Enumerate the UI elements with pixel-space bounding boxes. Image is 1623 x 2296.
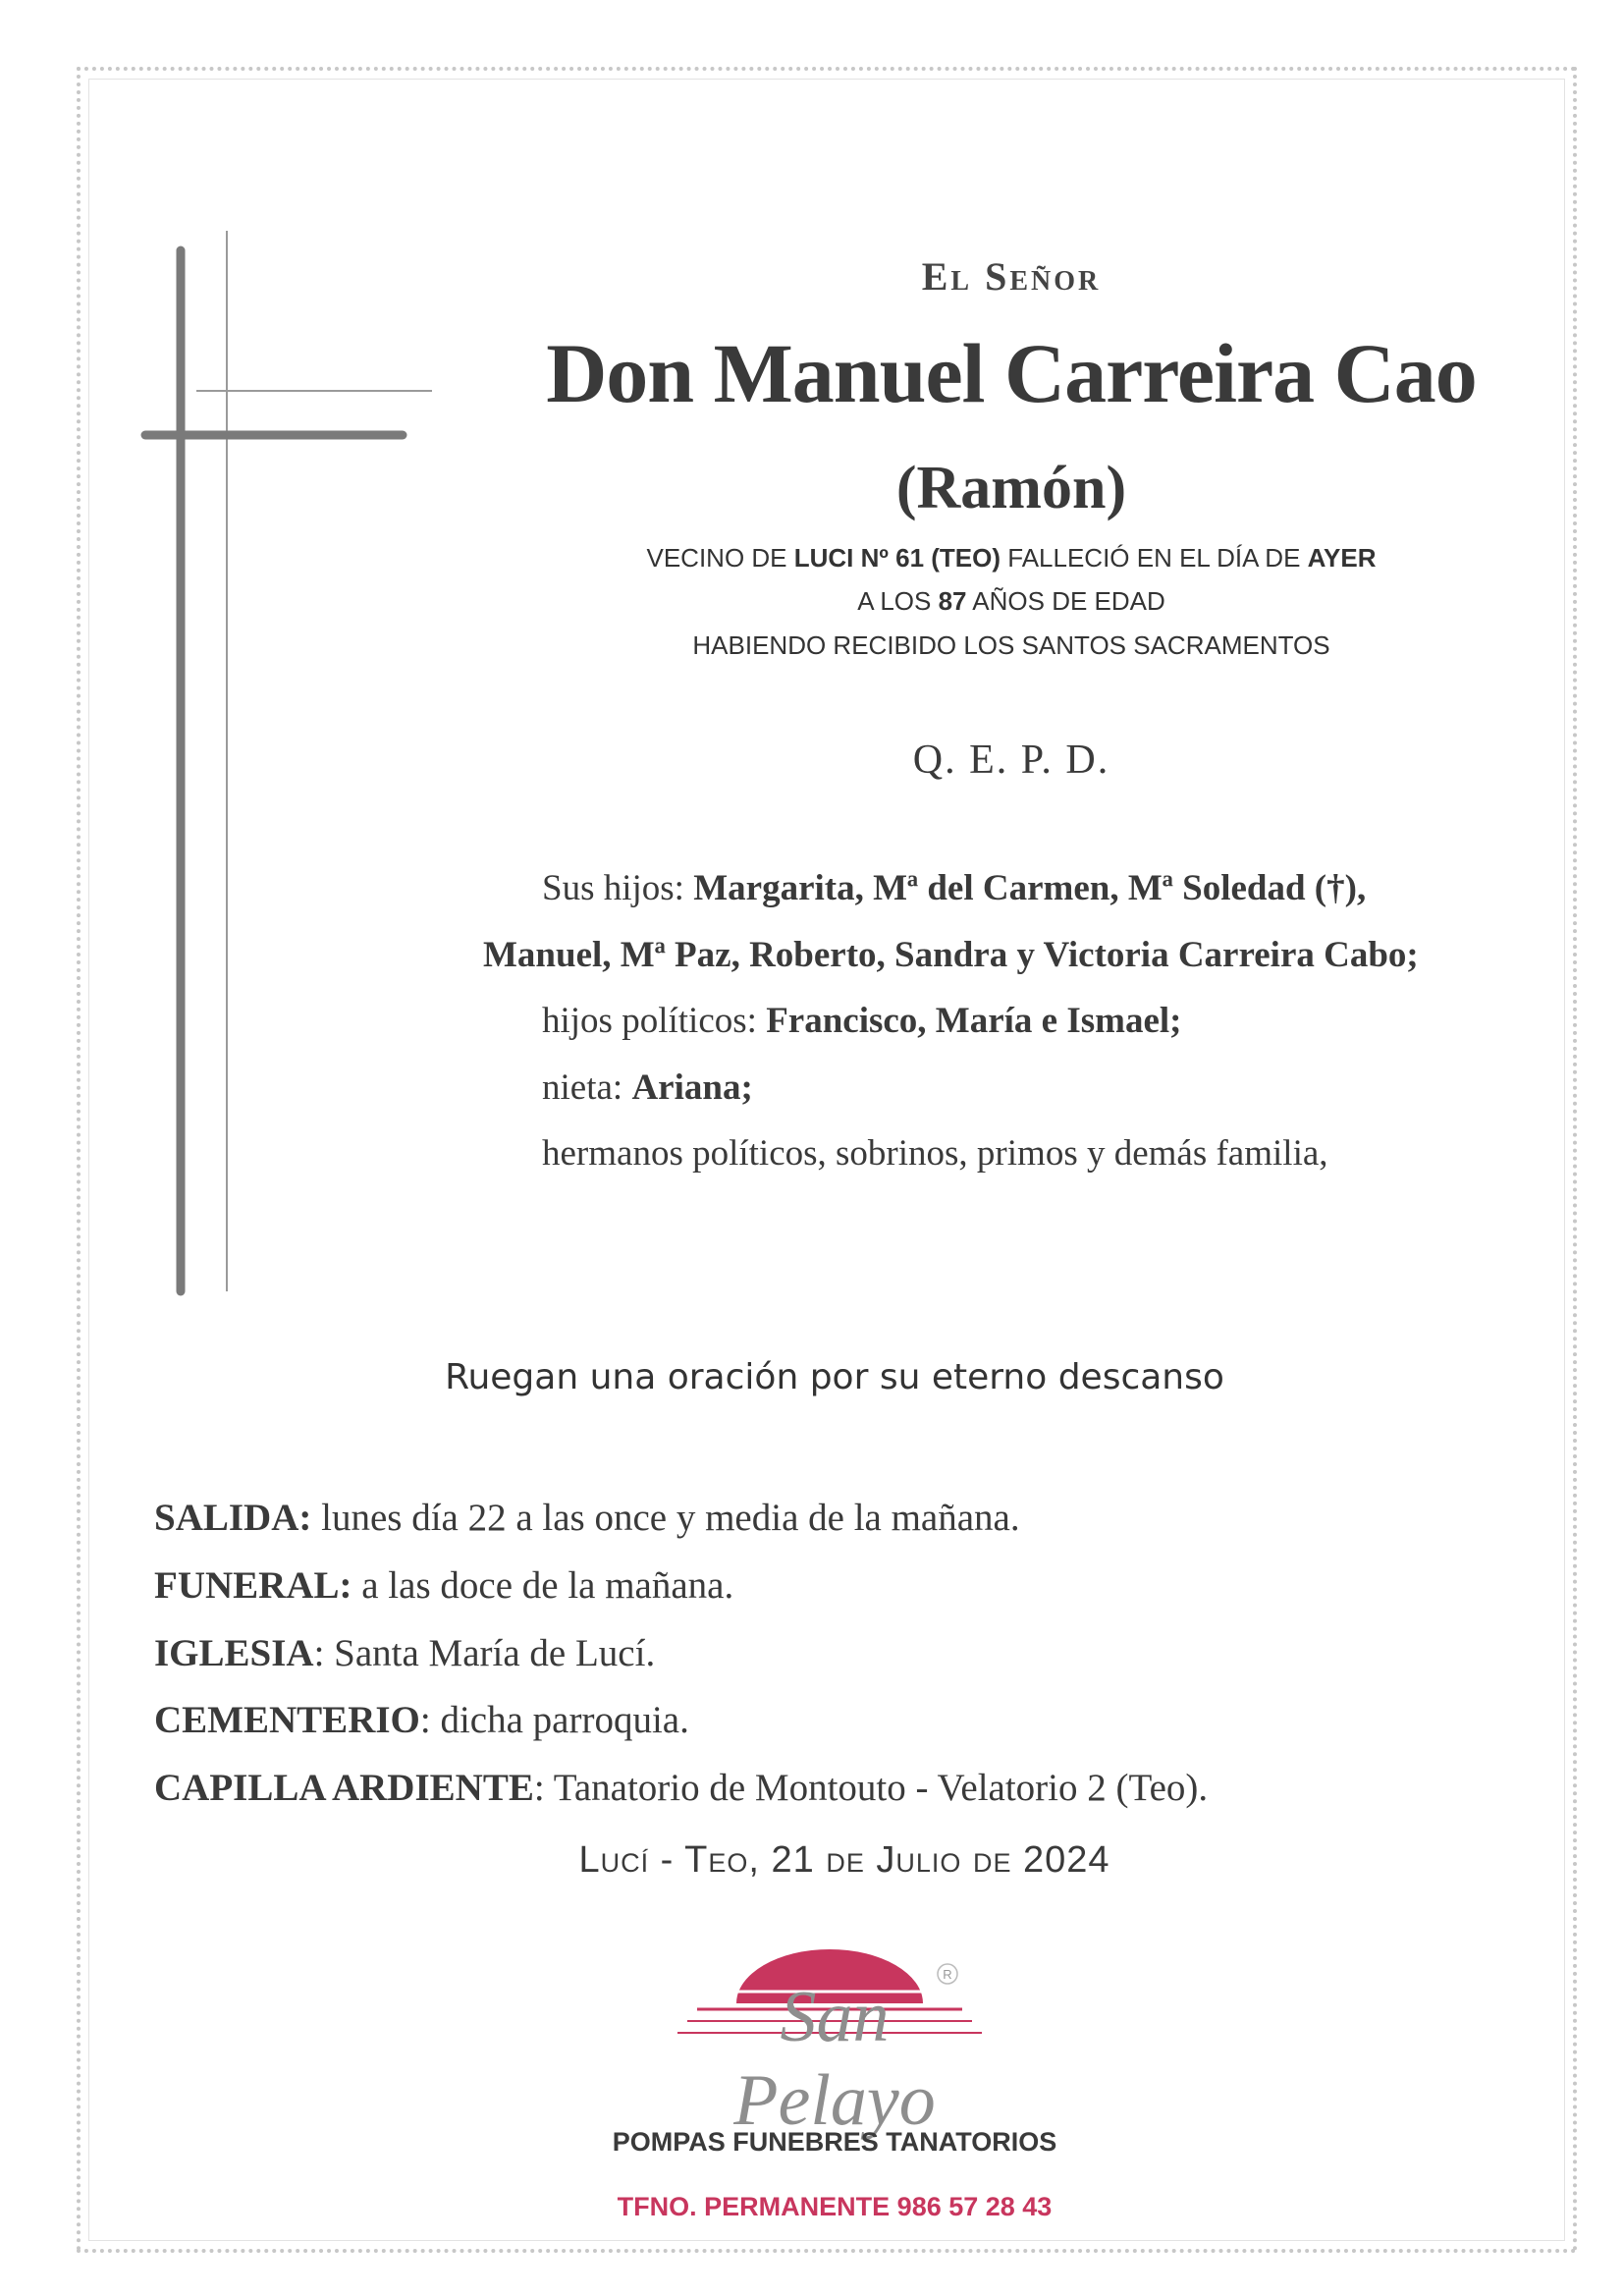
cross-icon <box>137 231 442 1311</box>
info-line-1: VECINO DE LUCI Nº 61 (TEO) FALLECIÓ EN EL DÍA DE AYER <box>646 543 1377 573</box>
info-line-2: A LOS 87 AÑOS DE EDAD <box>857 586 1165 616</box>
detail-funeral: FUNERAL: a las doce de la mañana. <box>154 1564 734 1607</box>
deceased-name: Don Manuel Carreira Cao <box>546 326 1477 420</box>
prayer-request: Ruegan una oración por su eterno descanso <box>445 1357 1224 1397</box>
family-hijos-cont: Manuel, Mª Paz, Roberto, Sandra y Victoria Carreira Cabo; <box>483 935 1419 975</box>
info-line-3: HABIENDO RECIBIDO LOS SANTOS SACRAMENTOS <box>692 630 1330 660</box>
registered-mark: R <box>943 1967 952 1982</box>
detail-salida: SALIDA: lunes día 22 a las once y media de la mañana. <box>154 1497 1020 1539</box>
detail-iglesia: IGLESIA: Santa María de Lucí. <box>154 1632 656 1674</box>
qepd: Q. E. P. D. <box>912 738 1110 783</box>
family-hijos: Sus hijos: Margarita, Mª del Carmen, Mª Soledad (†), <box>542 868 1367 908</box>
family-nieta: nieta: Ariana; <box>542 1067 753 1108</box>
family-others: hermanos políticos, sobrinos, primos y demás familia, <box>542 1133 1328 1174</box>
deceased-alias: (Ramón) <box>895 455 1127 521</box>
detail-cementerio: CEMENTERIO: dicha parroquia. <box>154 1699 689 1741</box>
phone-number: TFNO. PERMANENTE 986 57 28 43 <box>617 2192 1053 2221</box>
logo-text: San Pelayo <box>733 1977 936 2141</box>
place-date: Lucí - Teo, 21 de Julio de 2024 <box>578 1839 1110 1881</box>
title-small: El Señor <box>921 254 1102 299</box>
company-name: POMPAS FUNEBRES TANATORIOS <box>612 2127 1057 2157</box>
family-politicos: hijos políticos: Francisco, María e Ismael; <box>542 1001 1182 1041</box>
detail-capilla: CAPILLA ARDIENTE: Tanatorio de Montouto - Velatorio 2 (Teo). <box>154 1767 1209 1809</box>
